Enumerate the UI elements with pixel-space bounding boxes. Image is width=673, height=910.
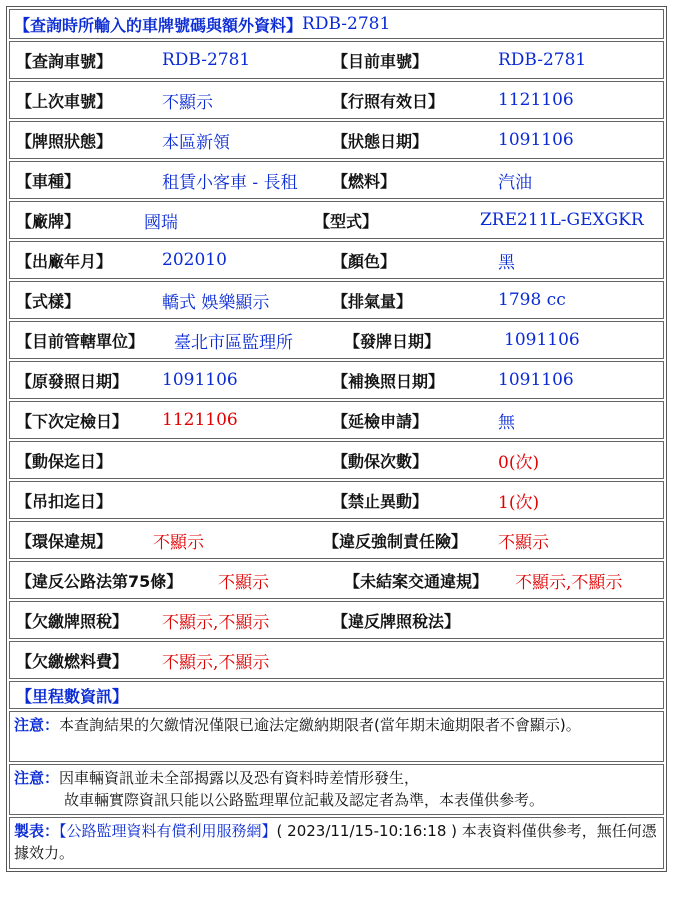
value-unpaid-fuel-fee: 不顯示,不顯示	[162, 652, 270, 673]
table-row	[9, 601, 664, 639]
label-transfer-ban: 【禁止異動】	[332, 491, 429, 511]
note-row-unpaid	[9, 711, 664, 762]
value-environmental-violation: 不顯示	[153, 532, 204, 553]
value-current-plate: RDB-2781	[498, 50, 587, 70]
table-row	[9, 121, 664, 159]
table-row	[9, 481, 664, 519]
footer-row	[9, 817, 664, 869]
label-vehicle-type: 【車種】	[16, 171, 81, 191]
label-chattel-mortgage-end: 【動保迄日】	[16, 451, 113, 471]
value-query-plate: RDB-2781	[162, 50, 251, 70]
label-current-plate: 【目前車號】	[332, 51, 429, 71]
value-status-date: 1091106	[498, 130, 574, 150]
footer-text: ( 2023/11/15-10:16:18 ) 本表資料僅供參考，無任何憑據效力。	[14, 822, 657, 862]
table-row	[9, 361, 664, 399]
value-reissue-date: 1091106	[498, 370, 574, 390]
note-text: 本查詢結果的欠繳情況僅限已逾法定繳納期限者(當年期末逾期限者不會顯示)。	[59, 716, 581, 734]
value-fuel: 汽油	[498, 172, 532, 193]
label-displacement: 【排氣量】	[332, 291, 413, 311]
value-color: 黑	[498, 252, 515, 273]
label-jurisdiction: 【目前管轄單位】	[16, 331, 145, 351]
value-plate-issue-date: 1091106	[504, 330, 580, 350]
table-row	[9, 441, 664, 479]
table-row	[9, 161, 664, 199]
value-vehicle-type: 租賃小客車 - 長租	[162, 172, 298, 193]
label-chattel-mortgage-count: 【動保次數】	[332, 451, 429, 471]
label-status-date: 【狀態日期】	[332, 131, 429, 151]
value-jurisdiction: 臺北市區監理所	[174, 332, 293, 353]
table-row	[9, 81, 664, 119]
label-inspection-extension: 【延檢申請】	[332, 411, 429, 431]
label-highway-act-violation: 【違反公路法第75條】	[16, 571, 183, 591]
label-environmental-violation: 【環保違規】	[16, 531, 113, 551]
value-open-traffic-violation: 不顯示,不顯示	[515, 572, 623, 593]
value-inspection-extension: 無	[498, 412, 515, 433]
value-brand: 國瑞	[144, 212, 178, 233]
table-row	[9, 561, 664, 599]
label-insurance-violation: 【違反強制責任險】	[323, 531, 468, 551]
table-row	[9, 401, 664, 439]
label-previous-plate: 【上次車號】	[16, 91, 113, 111]
label-brand: 【廠牌】	[16, 211, 81, 231]
label-manufacture-date: 【出廠年月】	[16, 251, 113, 271]
note-line-2: 故車輛實際資訊只能以公路監理單位記載及認定者為準，本表僅供參考。	[64, 791, 545, 809]
value-original-issue-date: 1091106	[162, 370, 238, 390]
table-row	[9, 41, 664, 79]
value-chattel-mortgage-count: 0(次)	[498, 452, 540, 473]
label-plate-issue-date: 【發牌日期】	[344, 331, 441, 351]
title-text	[10, 10, 390, 38]
mileage-label: 【里程數資訊】	[16, 686, 129, 706]
table-row	[9, 641, 664, 679]
table-row	[9, 321, 664, 359]
value-unpaid-license-tax: 不顯示,不顯示	[162, 612, 270, 633]
label-body-style: 【式樣】	[16, 291, 81, 311]
label-unpaid-license-tax: 【欠繳牌照稅】	[16, 611, 129, 631]
label-next-inspection: 【下次定檢日】	[16, 411, 129, 431]
vehicle-info-table	[6, 6, 667, 872]
label-license-valid-date: 【行照有效日】	[332, 91, 445, 111]
label-suspension-end: 【吊扣迄日】	[16, 491, 113, 511]
value-license-valid-date: 1121106	[498, 90, 574, 110]
label-current-query-plate: 【查詢車號】	[16, 51, 113, 71]
value-manufacture-date: 202010	[162, 250, 227, 270]
note-row-disclaimer	[9, 764, 664, 815]
note-head: 注意：	[14, 716, 60, 734]
value-highway-act-violation: 不顯示	[218, 572, 269, 593]
label-color: 【顏色】	[332, 251, 397, 271]
table-row	[9, 281, 664, 319]
label-reissue-date: 【補換照日期】	[332, 371, 445, 391]
value-model: ZRE211L-GEXGKR	[480, 210, 644, 230]
value-next-inspection: 1121106	[162, 410, 238, 430]
title-label: 【查詢時所輸入的車牌號碼與額外資料】	[14, 15, 303, 35]
footer-head: 製表：	[14, 822, 60, 840]
service-link[interactable]: 【公路監理資料有償利用服務網】	[59, 822, 277, 840]
table-row	[9, 201, 664, 239]
label-open-traffic-violation: 【未結案交通違規】	[344, 571, 489, 591]
title-row	[9, 9, 664, 39]
value-displacement: 1798 cc	[498, 290, 566, 310]
mileage-row	[9, 681, 664, 709]
note-line-1: 因車輛資訊並未全部揭露以及恐有資料時差情形發生，	[59, 769, 420, 787]
table-row	[9, 241, 664, 279]
value-previous-plate: 不顯示	[162, 92, 213, 113]
table-row	[9, 521, 664, 559]
label-fuel: 【燃料】	[332, 171, 397, 191]
note-head: 注意：	[14, 769, 60, 787]
label-license-tax-violation: 【違反牌照稅法】	[332, 611, 461, 631]
title-plate: RDB-2781	[302, 14, 391, 34]
label-model: 【型式】	[314, 211, 379, 231]
value-plate-status: 本區新領	[162, 132, 230, 153]
value-body-style: 轎式 娛樂顯示	[162, 292, 270, 313]
label-unpaid-fuel-fee: 【欠繳燃料費】	[16, 651, 129, 671]
label-original-issue-date: 【原發照日期】	[16, 371, 129, 391]
value-insurance-violation: 不顯示	[498, 532, 549, 553]
value-transfer-ban: 1(次)	[498, 492, 540, 513]
label-plate-status: 【牌照狀態】	[16, 131, 113, 151]
